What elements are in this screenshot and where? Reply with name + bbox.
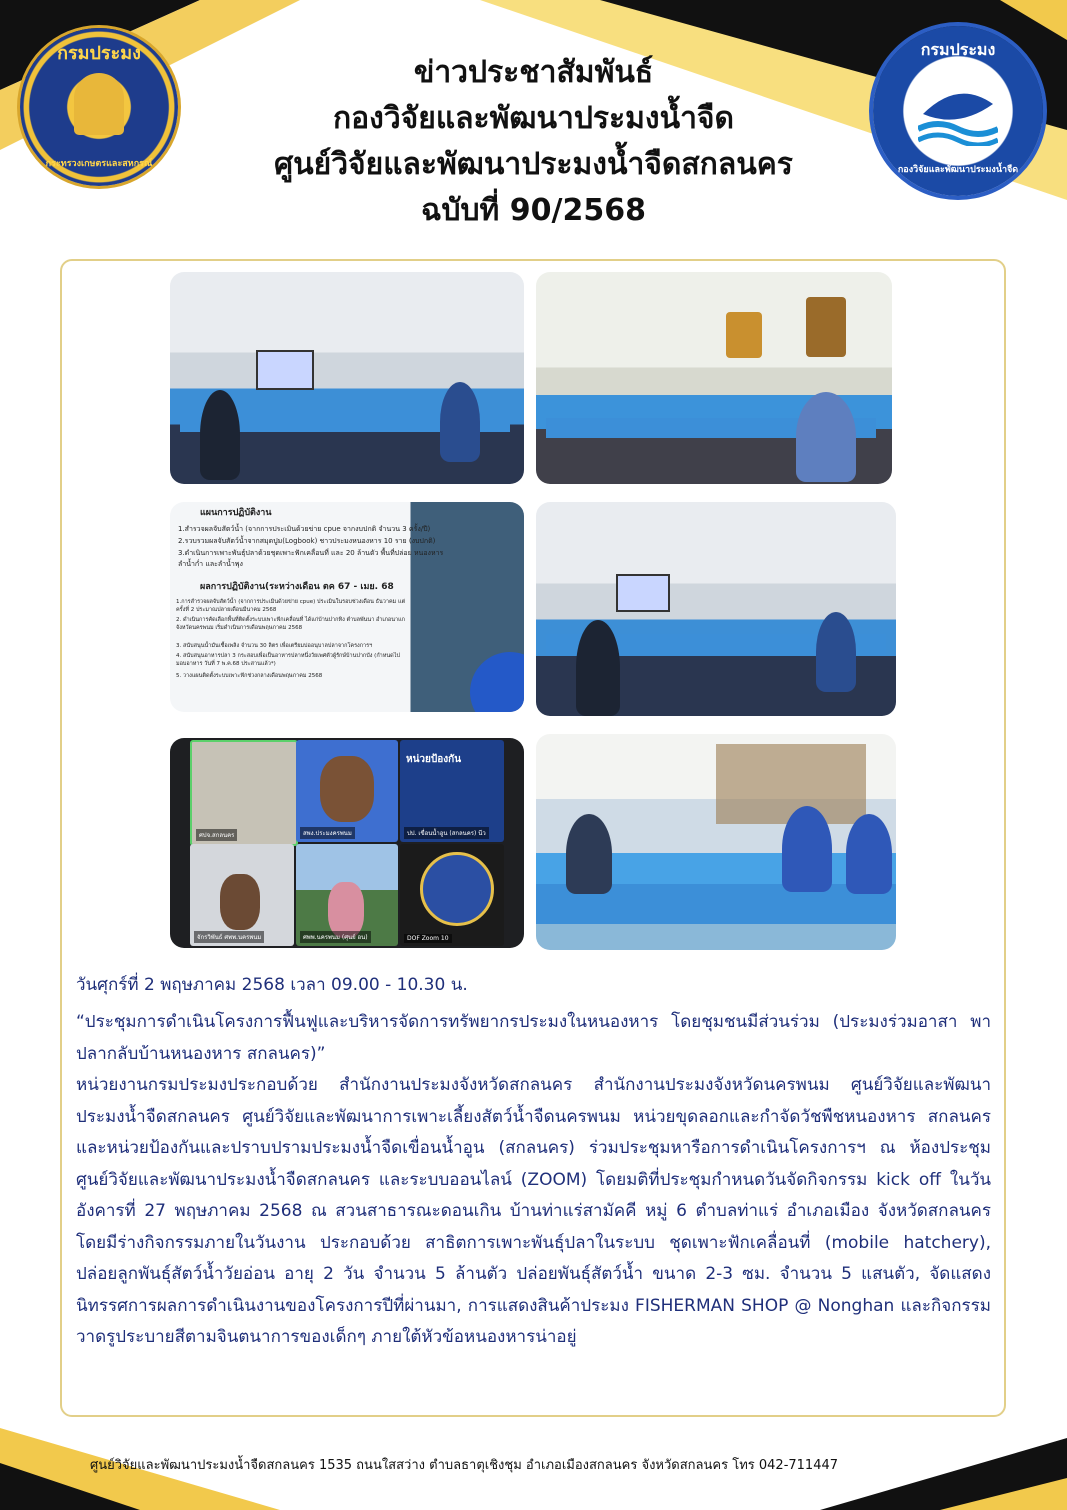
zoom-tile-2-label: สพง.ประมงครพนม <box>300 827 355 839</box>
zoom-tile-4-label: จักรวิพันธ์ ศพพ.นครพนม <box>194 931 264 943</box>
meeting-photo-2 <box>536 272 892 484</box>
slide-result-3: 3. สนับสนุนน้ำมันเชื้อเพลิง จำนวน 30 ลิตร เพื่อเตรียมบ่ออนุบาลปลาจากโครงการฯ <box>176 643 373 649</box>
header-title: ข่าวประชาสัมพันธ์ <box>413 55 654 90</box>
slide-title: แผนการปฏิบัติงาน <box>200 508 272 518</box>
event-date: วันศุกร์ที่ 2 พฤษภาคม 2568 เวลา 09.00 - 10.30 น. <box>76 975 468 995</box>
zoom-tile-3-label: ปป. เขื่อนน้ำอูน (สกลนคร) นีว <box>404 827 489 839</box>
slide-result-4: 4. สนับสนุนอาหารปลา 3 กระสอบเพื่อเป็นอาหารปลาหนึ่งวัยเพศตัวผู้รักษ์บ้านปากบัง (กำหนดไปมอบอาหาร วันที่ 7 พ.ค.68 ประสานแล้ว*) <box>176 653 400 667</box>
zoom-tile-5 <box>296 844 398 946</box>
logo-right-bottom-text: กองวิจัยและพัฒนาประมงน้ำจืด <box>897 165 1019 175</box>
zoom-tile-3 <box>400 740 504 842</box>
zoom-tile-6-label: DOF Zoom 10 <box>404 934 452 943</box>
slide-result-5: 5. วางแผนติดตั้งระบบเพาะฟักช่วงกลางเดือนพฤษภาคม 2568 <box>176 673 323 679</box>
zoom-meeting-screenshot <box>170 738 524 948</box>
zoom-tile-4 <box>190 844 294 946</box>
presentation-slide-photo <box>170 502 524 712</box>
meeting-photo-4 <box>536 734 896 950</box>
press-release-header <box>0 50 1067 234</box>
logo-left-top-text: กรมประมง <box>57 43 141 64</box>
slide-plan-3: 3.ดำเนินการเพาะพันธุ์ปลาด้วยชุดเพาะฟักเคลื่อนที่ และ 20 ล้านตัว พื้นที่ปล่อย หนองหาร ลำน้ำก่ำ และลำน้ำพุง <box>178 549 444 568</box>
header-center: ศูนย์วิจัยและพัฒนาประมงน้ำจืดสกลนคร <box>274 147 793 182</box>
event-description: หน่วยงานกรมประมงประกอบด้วย สำนักงานประมงจังหวัดสกลนคร สำนักงานประมงจังหวัดนครพนม ศูนย์วิจัยและพัฒนาประมงน้ำจืดสกลนคร ศูนย์วิจัยและพัฒนาการเพาะเลี้ยงสัตว์น้ำจืดนครพนม หน่วยขุดลอกและกำจัดวัชพืชหนองหาร สกลนคร และหน่วยป้องกันและปราบปรามประมงน้ำจืดเขื่อนน้ำอูน (สกลนคร) ร่วมประชุมหารือการดำเนินโครงการฯ ณ ห้องประชุมศูนย์วิจัยและพัฒนาประมงน้ำจืดสกลนคร และระบบออนไลน์ (ZOOM) โดยมติที่ประชุมกำหนดวันจัดกิจกรรม kick off ในวันอังคารที่ 27 พฤษภาคม 2568 ณ สวนสาธารณะดอนเกิน บ้านท่าแร่สามัคคี หมู่ 6 ตำบลท่าแร่ อำเภอเมือง จังหวัดสกลนคร โดยมีร่างกิจกรรมภายในวันงาน ประกอบด้วย สาธิตการเพาะพันธุ์ปลาในระบบ ชุดเพาะฟักเคลื่อนที่ (mobile hatchery), ปล่อยลูกพันธุ์สัตว์น้ำวัยอ่อน อายุ 2 วัน จำนวน 5 ล้านตัว ปล่อยพันธุ์สัตว์น้ำ ขนาด 2-3 ซม. จำนวน 5 แสนตัว, จัดแสดงนิทรรศการผลการดำเนินงานของโครงการปีที่ผ่านมา, การแสดงสินค้าประมง FISHERMAN SHOP @ Nonghan และกิจกรรมวาดรูประบายสีตามจินตนาการของเด็กๆ ภายใต้หัวข้อหนองหารน่าอยู่ <box>76 1075 991 1347</box>
zoom-tile-1 <box>190 740 298 846</box>
event-title: “ประชุมการดำเนินโครงการฟื้นฟูและบริหารจัดการทรัพยากรประมงในหนองหาร โดยชุมชนมีส่วนร่วม (ประมงร่วมอาสา พาปลากลับบ้านหนองหาร สกลนคร)” <box>76 1012 991 1064</box>
slide-plan-2: 2.รวบรวมผลจับสัตว์น้ำจากสมุดปูม(Logbook) ชาวประมงหนองหาร 10 ราย (งบปกติ) <box>178 537 436 545</box>
footer-address: ศูนย์วิจัยและพัฒนาประมงน้ำจืดสกลนคร 1535 ถนนใสสว่าง ตำบลธาตุเชิงชุม อำเภอเมืองสกลนคร จังหวัดสกลนคร โทร 042-711447 <box>90 1458 839 1473</box>
slide-result-2: 2. ดำเนินการคัดเลือกพื้นที่ติดตั้งระบบเพาะฟักเคลื่อนที่ ได้แก่บ้านปากทิง ตำบลพันนา อำเภอนาแก จังหวัดนครพนม เริ่มดำเนินการเดือนพฤษภาคม 2568 <box>176 617 405 631</box>
logo-right-top-text: กรมประมง <box>920 40 996 59</box>
header-division: กองวิจัยและพัฒนาประมงน้ำจืด <box>332 101 734 136</box>
meeting-photo-1 <box>170 272 524 484</box>
zoom-tile-2 <box>296 740 398 842</box>
logo-left-bottom-text: กระทรวงเกษตรและสหกรณ์ <box>45 159 153 169</box>
meeting-photo-3 <box>536 502 896 716</box>
slide-plan-1: 1.สำรวจผลจับสัตว์น้ำ (จากการประเมินด้วยข่าย cpue จากงบปกติ จำนวน 3 ครั้ง/ปี) <box>178 525 431 533</box>
zoom-tile-6 <box>400 844 504 946</box>
zoom-tile-1-label: ศปจ.สกลนคร <box>196 829 237 841</box>
slide-result-1: 1.การสำรวจผลจับสัตว์น้ำ (จากการประเมินด้วยข่าย cpue) ประเมินในรอบช่วงเดือน ธันวาคม แต่ครั้งที่ 2 ประมาณปลายเดือนมีนาคม 2568 <box>176 599 406 613</box>
slide-results-title: ผลการปฏิบัติงาน(ระหว่างเดือน ตค 67 - เมย. 68 <box>200 582 394 592</box>
zoom-tile-3-heading: หน่วยป้องกัน <box>406 754 462 765</box>
zoom-tile-5-label: ศพพ.นครพนม (ศุนย์ อน) <box>300 931 371 943</box>
header-issue-number: ฉบับที่ 90/2568 <box>421 193 646 228</box>
